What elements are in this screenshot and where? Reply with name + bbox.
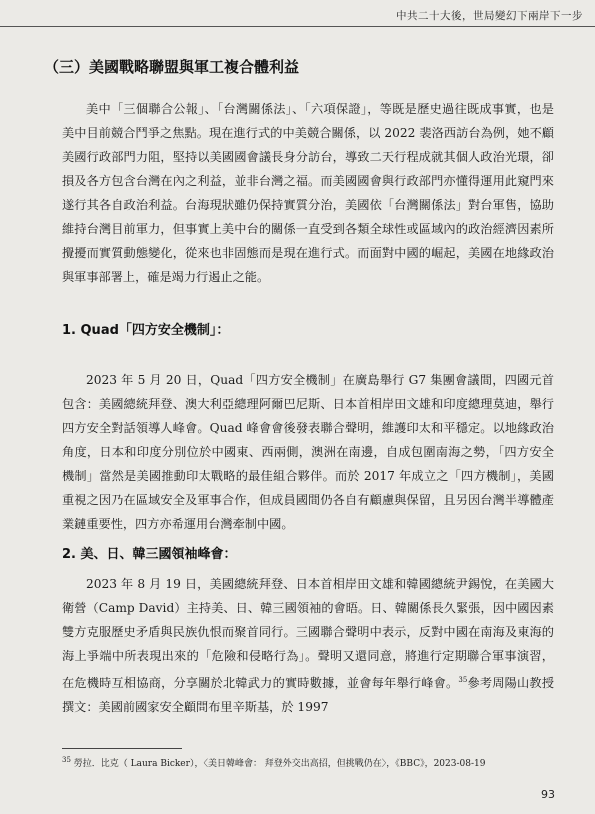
subsection-paragraph-summit (62, 572, 554, 719)
footnote-number: 35 (62, 756, 71, 764)
subsection-paragraph-quad: 2023 年 5 月 20 日，Quad「四方安全機制」在廣島舉行 G7 集團會議間，四國元首包含：美國總統拜登、澳大利亞總理阿爾巴尼斯、日本首相岸田文雄和印度總理莫迪，舉行四方安全對話領導人峰會。Quad 峰會會後發表聯合聲明，維護印太和平穩定。以地緣政治角度，日本和印度分別位於中國東、西兩側，澳洲在南邊，自成包圍南海之勢，「四方安全機制」當然是美國推動印太戰略的最佳組合夥伴。而於 2017 年成立之「四方機制」，美國重視之因乃在區域安全及軍事合作，但成員國間仍各自有顧慮與保留，且另因台灣半導體產業鏈重要性，四方亦希運用台灣牽制中國。 (62, 373, 554, 531)
footnote-reference[interactable]: 35 (458, 676, 468, 684)
summit-paragraph-main: 2023 年 8 月 19 日，美國總統拜登、日本首相岸田文雄和韓國總統尹錫悅，在美國大衛營（Camp David）主持美、日、韓三國領袖的會晤。日、韓關係長久緊張，因中國因素雙方克服歷史矛盾與民族仇恨而聚首同行。三國聯合聲明中表示，反對中國在南海及東海的海上爭端中所表現出來的「危險和侵略行為」。聲明又還同意，將進行定期聯合軍事演習，在危機時互相協商，分享關於北韓武力的實時數據，並會每年舉行峰會。 (62, 577, 554, 691)
footnote-divider (62, 748, 182, 749)
subsection-heading-quad: 1. Quad「四方安全機制」： (62, 323, 230, 338)
section-heading: （三）美國戰略聯盟與軍工複合體利益 (44, 58, 300, 76)
header-divider (0, 26, 595, 27)
subsection-heading-summit: 2. 美、日、韓三國領袖峰會： (62, 547, 237, 562)
footnote (62, 756, 562, 769)
page-number: 93 (541, 788, 555, 801)
running-header: 中共二十大後，世局變幻下兩岸下一步 (396, 10, 583, 22)
section-paragraph: 美中「三個聯合公報」、「台灣關係法」、「六項保證」，等既是歷史過往既成事實，也是美中目前競合鬥爭之焦點。現在進行式的中美競合關係，以 2022 裴洛西訪台為例，她不顧美國行政部門力阻，堅持以美國國會議長身分訪台，導致二天行程成就其個人政治光環，卻損及各方包含台灣在內之利益，並非台灣之福。而美國國會與行政部門亦懂得運用此窺門來遂行其各自政治利益。台海現狀雖仍保持實質分治，美國依「台灣關係法」對台軍售，協助維持台灣目前軍力，但事實上美中台的關係一直受到各類全球性或區域內的政治經濟因素所攪擾而實質動態變化，從來也非固態而是現在進行式。而面對中國的崛起，美國在地緣政治與軍事部署上，確是竭力行遏止之能。 (62, 102, 554, 284)
summit-paragraph-tail: 參考周陽山教授撰文：美國前國家安全顧問布里辛斯基，於 1997 (62, 676, 555, 715)
footnote-text: 勞拉．比克（ Laura Bicker），〈美日韓峰會： 拜登外交出高招，但挑戰仍在〉，《BBC》，2023-08-19 (73, 759, 486, 769)
